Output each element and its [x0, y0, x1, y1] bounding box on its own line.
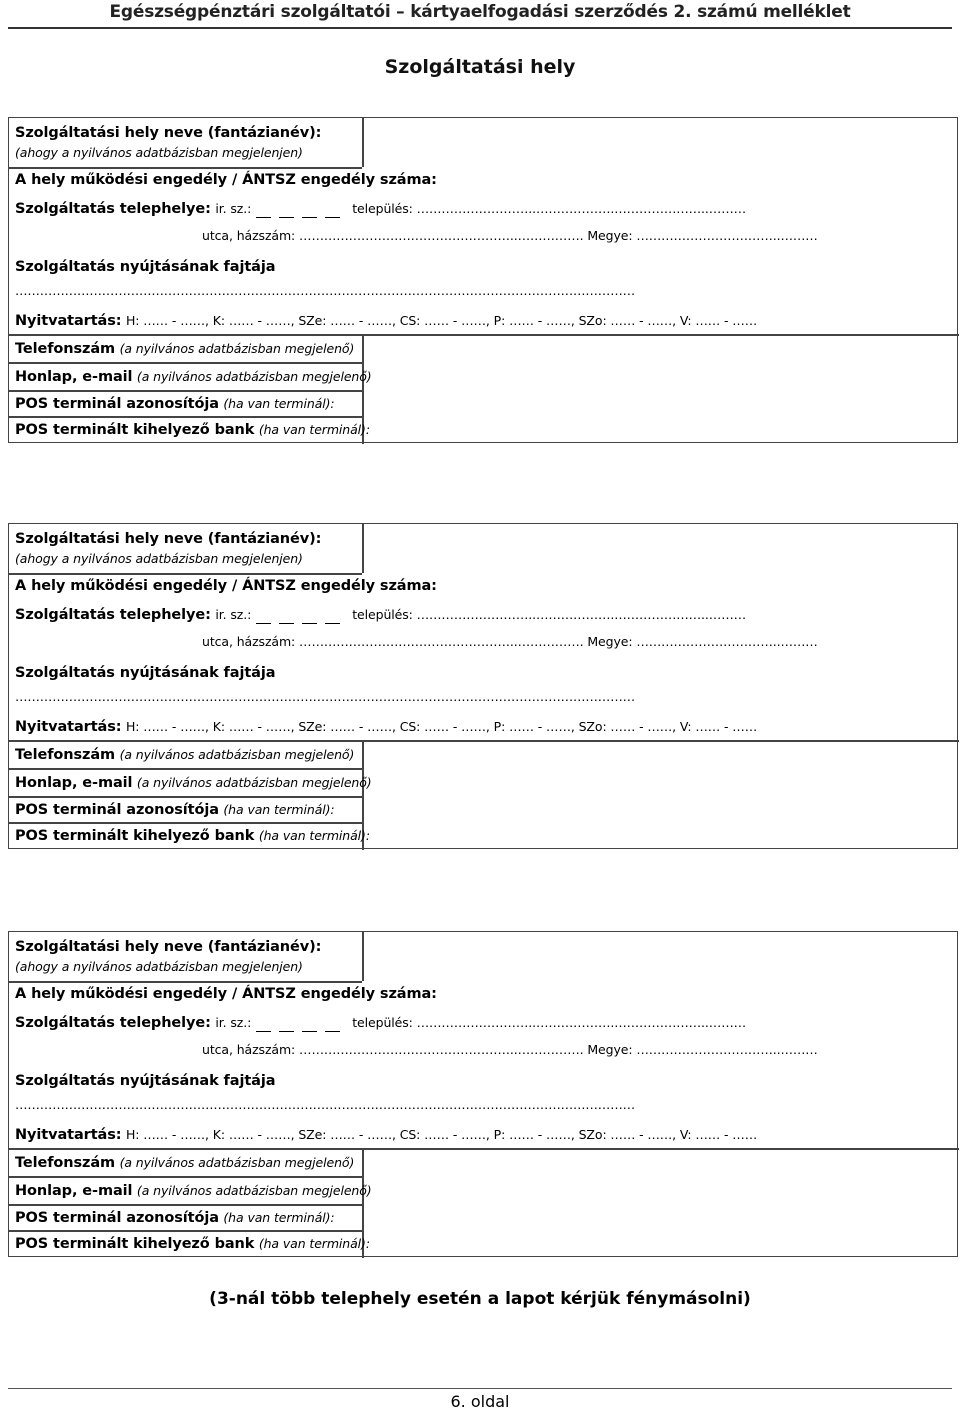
row-divider	[9, 1230, 362, 1232]
opening-hours-row	[15, 1126, 757, 1144]
web-email-row	[15, 368, 372, 386]
pos-bank-row	[15, 827, 370, 845]
zip-label: ir. sz.:	[215, 201, 252, 216]
location-name-label: Szolgáltatási hely neve (fantázianév):	[15, 939, 322, 955]
opening-hours-field[interactable]: H: …… - ……, K: …… - ……, SZe: …… - ……, CS: …… - ……, P: …… - ……, SZo: …… - ……, V: …… - ……	[125, 719, 758, 734]
row-divider	[9, 334, 959, 336]
site-address-row	[15, 606, 746, 624]
photocopy-note: (3-nál több telephely esetén a lapot kérjük fénymásolni)	[209, 1289, 751, 1309]
opening-hours-field[interactable]: H: …… - ……, K: …… - ……, SZe: …… - ……, CS: …… - ……, P: …… - ……, SZo: …… - ……, V: …… - ……	[125, 1127, 758, 1142]
opening-hours-field[interactable]: H: …… - ……, K: …… - ……, SZe: …… - ……, CS: …… - ……, P: …… - ……, SZo: …… - ……, V: …… - ……	[125, 313, 758, 328]
row-divider	[9, 390, 362, 392]
service-location-block-2	[8, 523, 958, 849]
pos-bank-label: POS terminált kihelyező bank	[15, 422, 255, 438]
phone-note: (a nyilvános adatbázisban megjelenő)	[119, 341, 355, 356]
service-location-block-1	[8, 117, 958, 443]
header-divider	[8, 27, 952, 29]
service-type-label: Szolgáltatás nyújtásának fajtája	[15, 1073, 276, 1089]
service-location-block-3	[8, 931, 958, 1257]
service-type-label: Szolgáltatás nyújtásának fajtája	[15, 665, 276, 681]
city-field[interactable]: település: ………………………..……………….…………………..………	[352, 1015, 746, 1030]
location-name-note: (ahogy a nyilvános adatbázisban megjelenjen)	[15, 959, 303, 974]
column-divider	[362, 524, 364, 573]
pos-id-row	[15, 1209, 335, 1227]
footer-divider	[8, 1388, 952, 1389]
service-type-field[interactable]: ……………………………………………………………………………………………………………………………………	[15, 283, 636, 298]
page-number: 6. oldal	[450, 1392, 510, 1411]
pos-bank-row	[15, 421, 370, 439]
zip-code-field[interactable]	[256, 607, 348, 623]
phone-row	[15, 340, 354, 358]
document-header: Egészségpénztári szolgáltatói – kártyaelfogadási szerződés 2. számú melléklet	[109, 2, 851, 22]
pos-bank-note: (ha van terminál):	[258, 1236, 370, 1251]
column-divider	[362, 118, 364, 167]
web-email-row	[15, 1182, 372, 1200]
location-name-note: (ahogy a nyilvános adatbázisban megjelenjen)	[15, 551, 303, 566]
zip-code-field[interactable]	[256, 201, 348, 217]
pos-bank-label: POS terminált kihelyező bank	[15, 1236, 255, 1252]
pos-id-note: (ha van terminál):	[223, 1210, 335, 1225]
zip-code-field[interactable]	[256, 1015, 348, 1031]
phone-label: Telefonszám	[15, 747, 116, 763]
site-label: Szolgáltatás telephelye:	[15, 201, 211, 217]
site-label: Szolgáltatás telephelye:	[15, 607, 211, 623]
location-name-label: Szolgáltatási hely neve (fantázianév):	[15, 125, 322, 141]
opening-hours-row	[15, 718, 757, 736]
site-address-row	[15, 200, 746, 218]
permit-number-label[interactable]: A hely működési engedély / ÁNTSZ engedély száma:	[15, 986, 437, 1002]
web-email-row	[15, 774, 372, 792]
pos-id-label: POS terminál azonosítója	[15, 1210, 219, 1226]
row-divider	[9, 573, 362, 575]
pos-id-label: POS terminál azonosítója	[15, 802, 219, 818]
service-type-field[interactable]: ……………………………………………………………………………………………………………………………………	[15, 1097, 636, 1112]
row-divider	[9, 740, 959, 742]
row-divider	[9, 796, 362, 798]
pos-bank-row	[15, 1235, 370, 1253]
pos-id-note: (ha van terminál):	[223, 396, 335, 411]
site-label: Szolgáltatás telephelye:	[15, 1015, 211, 1031]
permit-number-label[interactable]: A hely működési engedély / ÁNTSZ engedély száma:	[15, 578, 437, 594]
zip-label: ir. sz.:	[215, 1015, 252, 1030]
opening-hours-label: Nyitvatartás:	[15, 719, 122, 735]
phone-row	[15, 1154, 354, 1172]
phone-row	[15, 746, 354, 764]
phone-note: (a nyilvános adatbázisban megjelenő)	[119, 747, 355, 762]
row-divider	[9, 768, 362, 770]
web-email-note: (a nyilvános adatbázisban megjelenő)	[136, 1183, 372, 1198]
web-email-note: (a nyilvános adatbázisban megjelenő)	[136, 369, 372, 384]
pos-bank-label: POS terminált kihelyező bank	[15, 828, 255, 844]
street-county-field[interactable]: utca, házszám: ……………………………………………..……………. Megye: ……………………………..………	[202, 228, 818, 243]
opening-hours-label: Nyitvatartás:	[15, 1127, 122, 1143]
phone-label: Telefonszám	[15, 341, 116, 357]
web-email-label: Honlap, e-mail	[15, 369, 133, 385]
site-address-row	[15, 1014, 746, 1032]
pos-id-note: (ha van terminál):	[223, 802, 335, 817]
phone-note: (a nyilvános adatbázisban megjelenő)	[119, 1155, 355, 1170]
zip-label: ir. sz.:	[215, 607, 252, 622]
row-divider	[9, 167, 362, 169]
web-email-label: Honlap, e-mail	[15, 775, 133, 791]
city-field[interactable]: település: ………………………..……………….…………………..………	[352, 607, 746, 622]
street-county-field[interactable]: utca, házszám: ……………………………………………..……………. Megye: ……………………………..………	[202, 634, 818, 649]
web-email-note: (a nyilvános adatbázisban megjelenő)	[136, 775, 372, 790]
row-divider	[9, 981, 362, 983]
opening-hours-row	[15, 312, 757, 330]
web-email-label: Honlap, e-mail	[15, 1183, 133, 1199]
row-divider	[9, 1176, 362, 1178]
pos-bank-note: (ha van terminál):	[258, 422, 370, 437]
row-divider	[9, 416, 362, 418]
column-divider	[362, 932, 364, 981]
city-field[interactable]: település: ………………………..……………….…………………..………	[352, 201, 746, 216]
row-divider	[9, 1204, 362, 1206]
street-county-field[interactable]: utca, házszám: ……………………………………………..……………. Megye: ……………………………..………	[202, 1042, 818, 1057]
pos-id-label: POS terminál azonosítója	[15, 396, 219, 412]
page-title: Szolgáltatási hely	[384, 56, 576, 78]
pos-bank-note: (ha van terminál):	[258, 828, 370, 843]
location-name-label: Szolgáltatási hely neve (fantázianév):	[15, 531, 322, 547]
pos-id-row	[15, 395, 335, 413]
location-name-note: (ahogy a nyilvános adatbázisban megjelenjen)	[15, 145, 303, 160]
service-type-field[interactable]: ……………………………………………………………………………………………………………………………………	[15, 689, 636, 704]
row-divider	[9, 362, 362, 364]
row-divider	[9, 1148, 959, 1150]
row-divider	[9, 822, 362, 824]
service-type-label: Szolgáltatás nyújtásának fajtája	[15, 259, 276, 275]
opening-hours-label: Nyitvatartás:	[15, 313, 122, 329]
pos-id-row	[15, 801, 335, 819]
permit-number-label[interactable]: A hely működési engedély / ÁNTSZ engedély száma:	[15, 172, 437, 188]
phone-label: Telefonszám	[15, 1155, 116, 1171]
